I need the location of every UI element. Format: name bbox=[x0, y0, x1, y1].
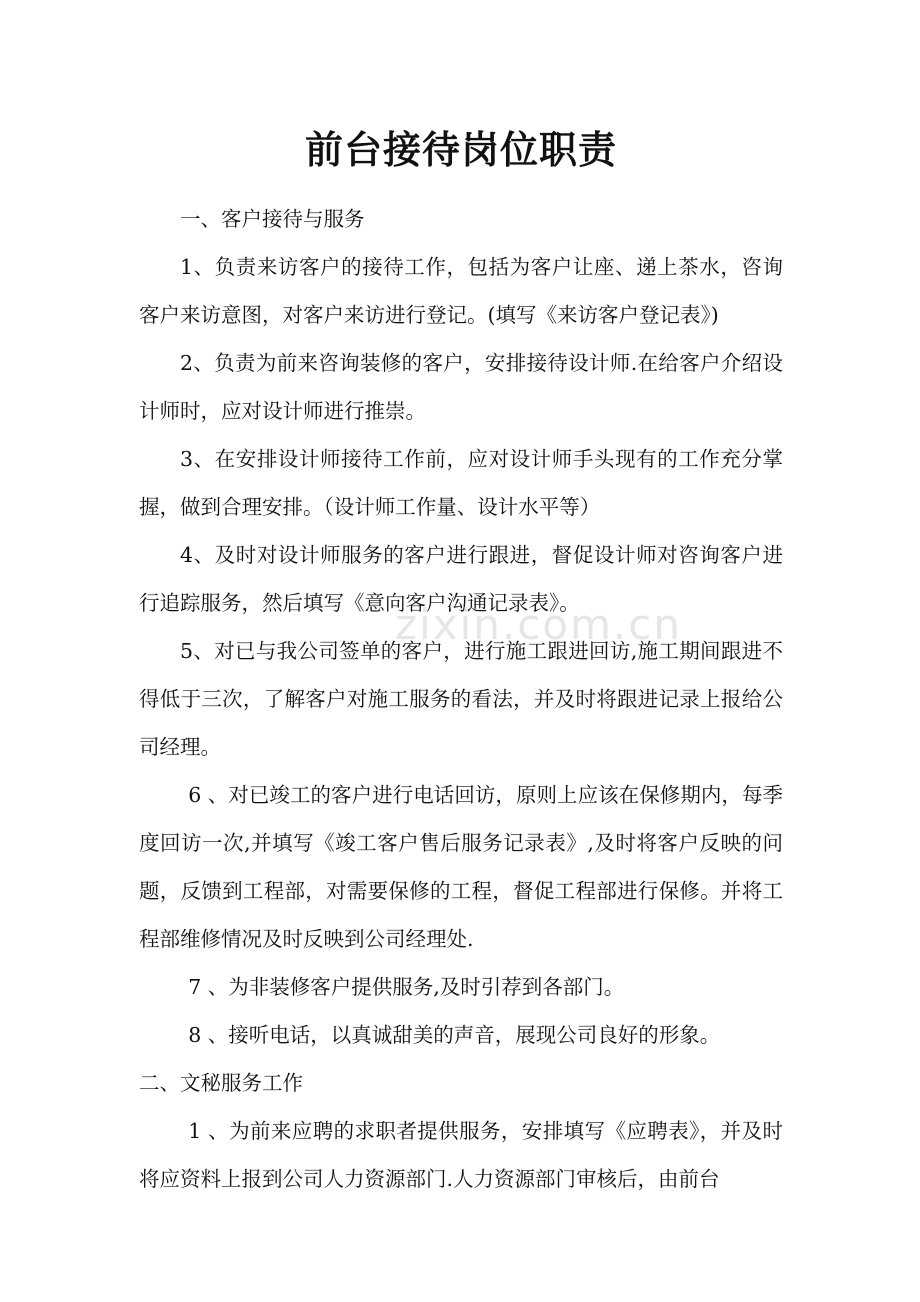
page-title: 前台接待岗位职责 bbox=[304, 127, 617, 172]
document-content bbox=[139, 122, 783, 1203]
secretarial-paragraph-1: 1 、为前来应聘的求职者提供服务，安排填写《应聘表》，并及时将应资料上报到公司人力资源部门.人力资源部门审核后，由前台 bbox=[139, 1119, 783, 1191]
duty-paragraph-8: 8 、接听电话，以真诚甜美的声音，展现公司良好的形象。 bbox=[188, 1023, 721, 1047]
section-heading-secretarial-service: 二、文秘服务工作 bbox=[139, 1071, 303, 1095]
watermark: zixin.com.cn bbox=[395, 600, 682, 649]
document-body bbox=[139, 195, 783, 1203]
duty-paragraph-3: 3、在安排设计师接待工作前，应对设计师手头现有的工作充分掌握，做到合理安排。（设计师工作量、设计水平等） bbox=[139, 447, 783, 519]
section-heading-customer-service: 一、客户接待与服务 bbox=[180, 207, 365, 231]
duty-paragraph-6: 6 、对已竣工的客户进行电话回访，原则上应该在保修期内，每季度回访一次,并填写《竣工客户售后服务记录表》,及时将客户反映的问题，反馈到工程部，对需要保修的工程，督促工程部进行保修。并将工程部维修情况及时反映到公司经理处. bbox=[139, 783, 783, 951]
duty-paragraph-4: 4、及时对设计师服务的客户进行跟进，督促设计师对咨询客户进行追踪服务，然后填写《意向客户沟通记录表》。 bbox=[139, 543, 783, 615]
duty-paragraph-7: 7 、为非装修客户提供服务,及时引荐到各部门。 bbox=[188, 975, 625, 999]
duty-paragraph-2: 2、负责为前来咨询装修的客户，安排接待设计师.在给客户介绍设计师时，应对设计师进行推崇。 bbox=[139, 351, 783, 423]
duty-paragraph-1: 1、负责来访客户的接待工作，包括为客户让座、递上茶水，咨询客户来访意图，对客户来访进行登记。(填写《来访客户登记表》) bbox=[139, 255, 783, 327]
duty-paragraph-5: 5、对已与我公司签单的客户，进行施工跟进回访,施工期间跟进不得低于三次，了解客户对施工服务的看法，并及时将跟进记录上报给公司经理。 bbox=[139, 639, 783, 759]
